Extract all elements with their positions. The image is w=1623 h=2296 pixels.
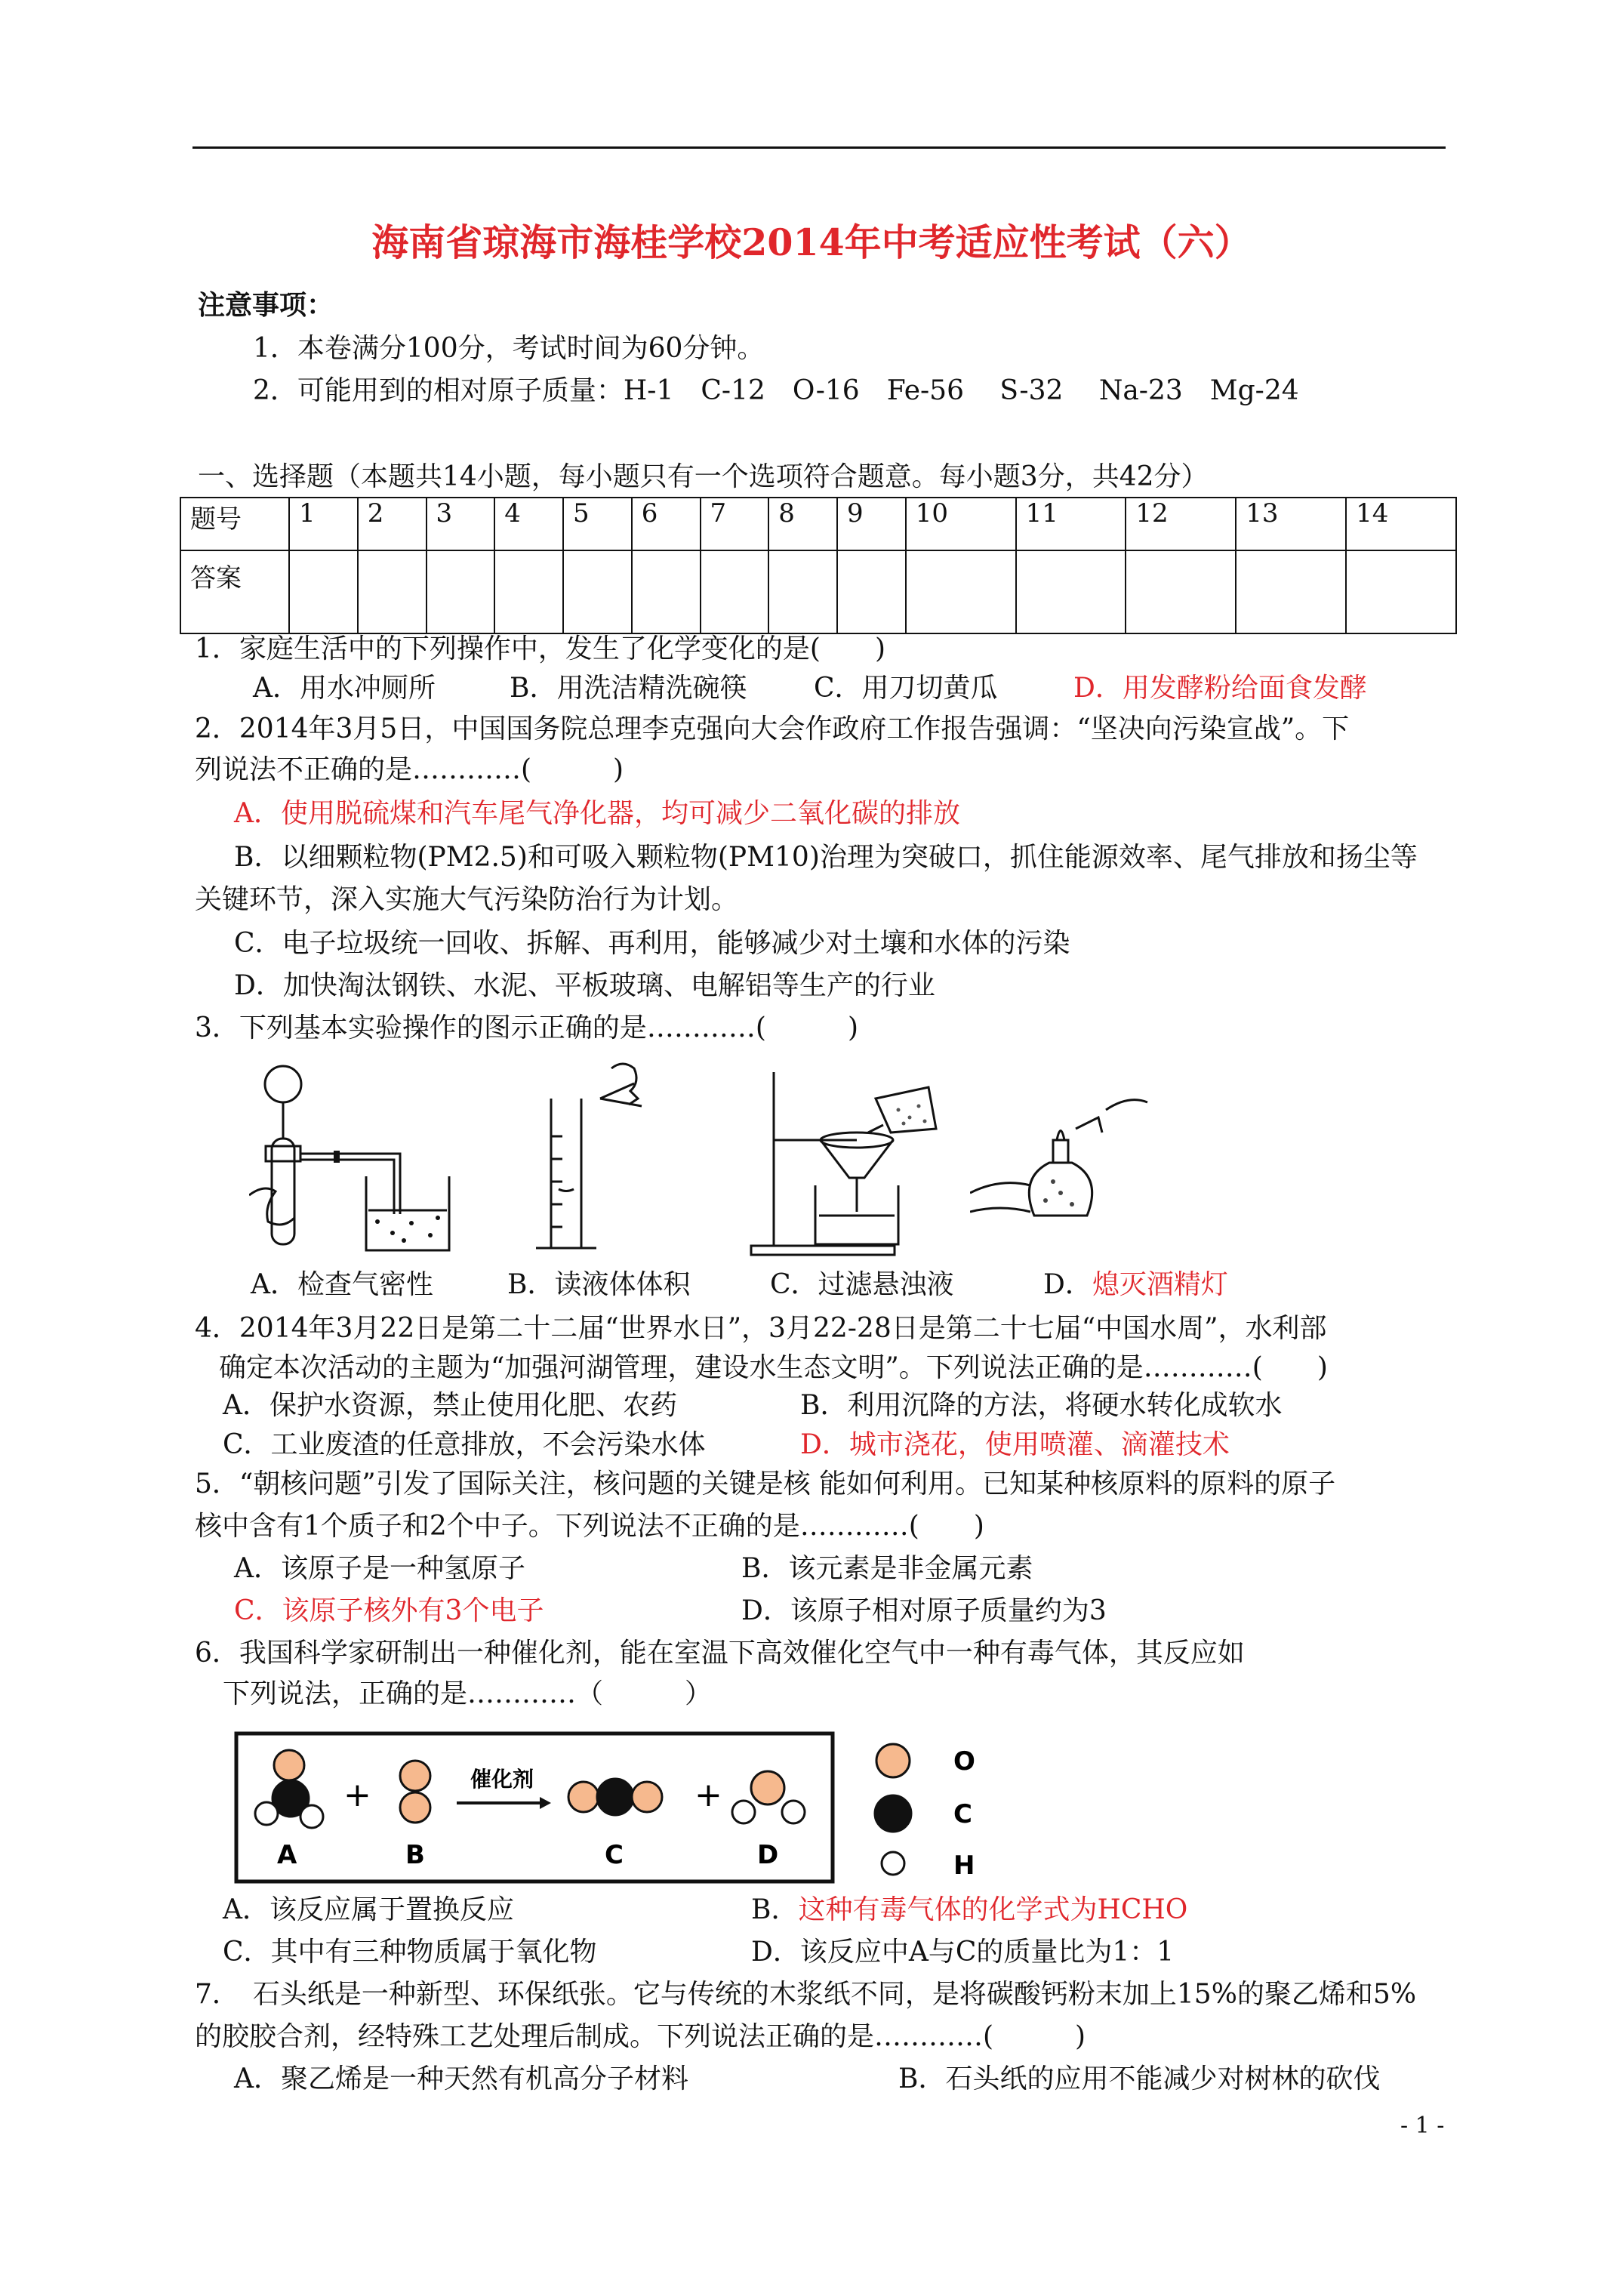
q2-stem-line1: 2．2014年3月5日，中国国务院总理李克强向大会作政府工作报告强调：“坚决向污染宣战”。下	[195, 713, 1350, 744]
q5-stem-line1: 5．“朝核问题”引发了国际关注，核问题的关键是核 能如何利用。已知某种核原料的原料的原子	[195, 1469, 1336, 1499]
q2-option-a: A．使用脱硫煤和汽车尾气净化器，均可减少二氧化碳的排放	[234, 798, 960, 829]
notice-item-2: 2．可能用到的相对原子质量：H-1 C-12 O-16 Fe-56 S-32 Na-23 Mg-24	[253, 375, 1299, 406]
molecule-label-c: C	[605, 1840, 624, 1870]
q1-stem: 1．家庭生活中的下列操作中，发生了化学变化的是( )	[195, 633, 885, 664]
answer-cell[interactable]	[1236, 550, 1346, 633]
q5-option-b: B．该元素是非金属元素	[741, 1553, 1033, 1584]
answer-table	[180, 497, 1457, 634]
catalyst-label: 催化剂	[470, 1767, 534, 1792]
q3-option-b: B．读液体体积	[507, 1269, 691, 1300]
table-cell-number: 5	[563, 498, 632, 550]
table-cell-number: 1	[289, 498, 358, 550]
q2-stem-line2: 列说法不正确的是…………( )	[195, 754, 624, 785]
answer-cell[interactable]	[1126, 550, 1236, 633]
q5-option-d: D．该原子相对原子质量约为3	[741, 1595, 1107, 1626]
q2-option-b-line2: 关键环节，深入实施大气污染防治行为计划。	[195, 884, 739, 915]
table-cell-number: 14	[1346, 498, 1456, 550]
q2-option-c: C．电子垃圾统一回收、拆解、再利用，能够减少对土壤和水体的污染	[234, 928, 1070, 959]
q4-option-b: B．利用沉降的方法，将硬水转化成软水	[800, 1390, 1283, 1421]
reaction-diagram	[230, 1729, 1053, 1888]
q2-option-d: D．加快淘汰钢铁、水泥、平板玻璃、电解铝等生产的行业	[234, 970, 935, 1001]
table-row-label-number: 题号	[180, 498, 289, 550]
q7-option-a: A．聚乙烯是一种天然有机高分子材料	[234, 2063, 688, 2094]
answer-cell[interactable]	[494, 550, 563, 633]
table-cell-number: 2	[358, 498, 427, 550]
molecule-label-a: A	[277, 1840, 297, 1870]
table-cell-number: 9	[837, 498, 906, 550]
q6-option-b: B．这种有毒气体的化学式为HCHO	[751, 1894, 1188, 1925]
q6-option-a: A．该反应属于置换反应	[223, 1894, 514, 1925]
answer-cell[interactable]	[358, 550, 427, 633]
alcohol-lamp-figure	[970, 1087, 1151, 1250]
q4-option-d: D．城市浇花，使用喷灌、滴灌技术	[800, 1429, 1230, 1460]
answer-cell[interactable]	[289, 550, 358, 633]
q3-option-a: A．检查气密性	[251, 1269, 433, 1300]
table-cell-number: 8	[768, 498, 837, 550]
notice-header: 注意事项：	[198, 289, 334, 321]
answer-cell[interactable]	[427, 550, 495, 633]
answer-cell[interactable]	[1016, 550, 1126, 633]
q7-stem-line1: 7． 石头纸是一种新型、环保纸张。它与传统的木浆纸不同，是将碳酸钙粉末加上15%的聚乙烯和5%	[195, 1979, 1417, 2010]
q7-option-b: B．石头纸的应用不能减少对树林的砍伐	[898, 2063, 1381, 2094]
q5-option-a: A．该原子是一种氢原子	[234, 1553, 525, 1584]
legend-label-o: O	[953, 1746, 975, 1777]
table-cell-number: 6	[632, 498, 701, 550]
section-heading: 一、选择题（本题共14小题，每小题只有一个选项符合题意。每小题3分，共42分）	[198, 461, 1209, 492]
graduated-cylinder-figure	[528, 1053, 657, 1261]
exam-title: 海南省琼海市海桂学校2014年中考适应性考试（六）	[371, 220, 1252, 264]
table-cell-number: 10	[906, 498, 1016, 550]
answer-cell[interactable]	[1346, 550, 1456, 633]
q1-option-d: D．用发酵粉给面食发酵	[1073, 673, 1367, 704]
answer-cell[interactable]	[768, 550, 837, 633]
q7-stem-line2: 的胶胶合剂，经特殊工艺处理后制成。下列说法正确的是…………( )	[195, 2021, 1086, 2052]
legend-label-c: C	[953, 1799, 972, 1829]
q1-option-b: B．用洗洁精洗碗筷	[510, 673, 747, 704]
table-cell-number: 13	[1236, 498, 1346, 550]
legend-label-h: H	[953, 1851, 975, 1881]
answer-cell[interactable]	[563, 550, 632, 633]
table-cell-number: 7	[701, 498, 769, 550]
molecule-label-d: D	[757, 1840, 779, 1870]
q3-option-c: C．过滤悬浊液	[770, 1269, 954, 1300]
page-number: - 1 -	[1400, 2113, 1445, 2139]
q4-stem-line2: 确定本次活动的主题为“加强河湖管理，建设水生态文明”。下列说法正确的是…………( )	[219, 1352, 1328, 1383]
table-row-label-answer: 答案	[180, 550, 289, 633]
answer-cell[interactable]	[906, 550, 1016, 633]
q6-stem-line2: 下列说法，正确的是…………（ ）	[223, 1678, 713, 1709]
answer-cell[interactable]	[837, 550, 906, 633]
q1-option-c: C．用刀切黄瓜	[814, 673, 998, 704]
filtration-setup-figure	[744, 1057, 940, 1261]
q2-option-b-line1: B．以细颗粒物(PM2.5)和可吸入颗粒物(PM10)治理为突破口，抓住能源效率、尾气排放和扬尘等	[234, 842, 1418, 873]
molecule-label-b: B	[405, 1840, 425, 1870]
q4-option-c: C．工业废渣的任意排放，不会污染水体	[223, 1429, 706, 1460]
answer-cell[interactable]	[701, 550, 769, 633]
plus-sign-1: +	[343, 1776, 371, 1814]
q5-stem-line2: 核中含有1个质子和2个中子。下列说法不正确的是…………( )	[195, 1511, 984, 1542]
q4-option-a: A．保护水资源，禁止使用化肥、农药	[223, 1390, 677, 1421]
apparatus-airtight-check-figure	[249, 1056, 468, 1259]
table-cell-number: 3	[427, 498, 495, 550]
plus-sign-2: +	[694, 1776, 722, 1814]
q3-stem: 3．下列基本实验操作的图示正确的是…………( )	[195, 1012, 858, 1043]
q6-option-d: D．该反应中A与C的质量比为1：1	[751, 1937, 1175, 1968]
table-cell-number: 11	[1016, 498, 1126, 550]
notice-item-1: 1．本卷满分100分，考试时间为60分钟。	[253, 333, 765, 364]
q6-stem-line1: 6．我国科学家研制出一种催化剂，能在室温下高效催化空气中一种有毒气体，其反应如	[195, 1638, 1245, 1669]
answer-cell[interactable]	[632, 550, 701, 633]
header-rule	[192, 146, 1446, 149]
q3-option-d: D．熄灭酒精灯	[1043, 1269, 1228, 1300]
q6-option-c: C．其中有三种物质属于氧化物	[223, 1937, 597, 1968]
table-cell-number: 12	[1126, 498, 1236, 550]
q1-option-a: A．用水冲厕所	[253, 673, 436, 704]
q5-option-c: C．该原子核外有3个电子	[234, 1595, 544, 1626]
q4-stem-line1: 4．2014年3月22日是第二十二届“世界水日”，3月22-28日是第二十七届“中国水周”，水利部	[195, 1313, 1327, 1344]
table-cell-number: 4	[494, 498, 563, 550]
